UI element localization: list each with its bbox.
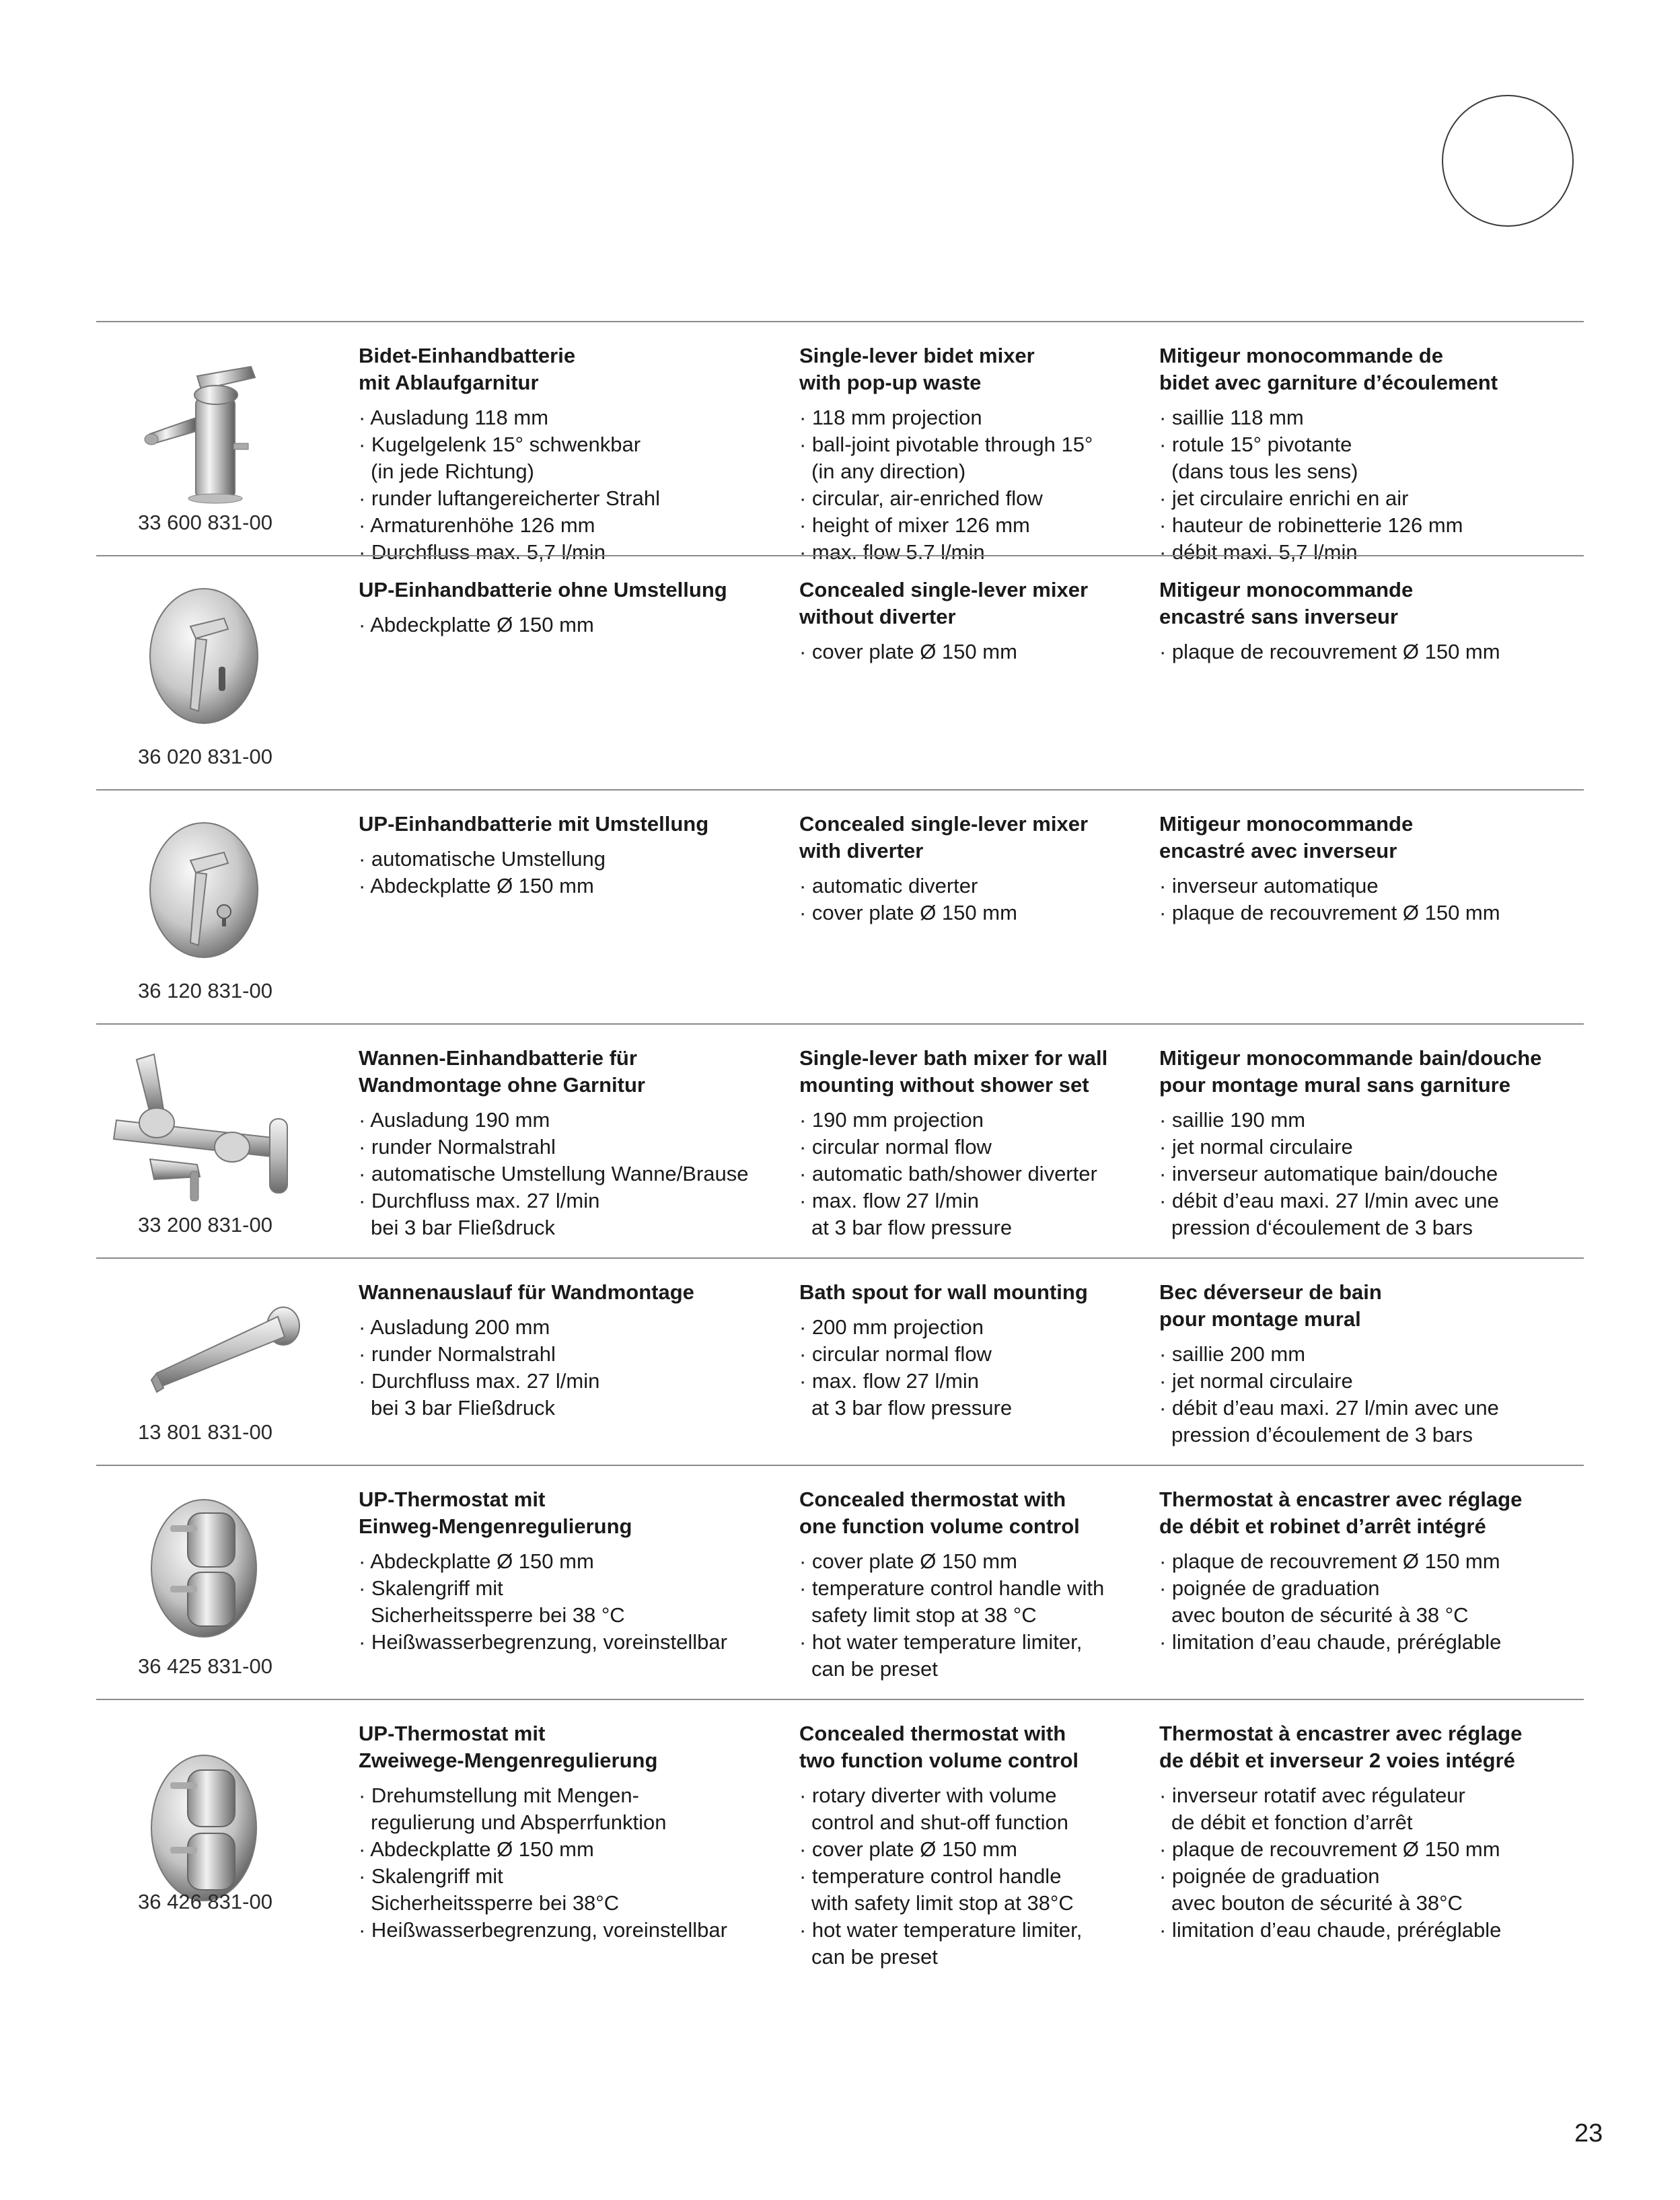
product-title-de: UP-Einhandbatterie ohne Umstellung (359, 578, 727, 601)
feature-item: · limitation d’eau chaude, préréglable (1159, 1630, 1502, 1654)
description-de (359, 1045, 789, 1241)
feature-item: · hot water temperature limiter, can be preset (799, 1918, 1083, 1969)
description-en (799, 1720, 1149, 1971)
product-title-en: Concealed thermostat with two function volume control (799, 1722, 1079, 1772)
feature-item: · Heißwasserbegrenzung, voreinstellbar (359, 1630, 727, 1654)
description-fr (1159, 1486, 1590, 1656)
product-title-en: Concealed thermostat with one function volume control (799, 1488, 1080, 1538)
description-en (799, 1279, 1149, 1422)
concealed-mixer-diverter-icon (123, 811, 285, 972)
feature-item: · runder luftangereicherter Strahl (359, 486, 661, 510)
bath-mixer-icon (89, 1045, 305, 1206)
feature-item: · circular normal flow (799, 1342, 992, 1366)
feature-item: · cover plate Ø 150 mm (799, 1549, 1017, 1573)
table-row (96, 1699, 1584, 1988)
table-row (96, 1465, 1584, 1699)
article-number: 36 426 831-00 (138, 1890, 272, 1913)
feature-item: · automatic bath/shower diverter (799, 1162, 1097, 1185)
feature-item: · temperature control handle with safety limit stop at 38°C (799, 1864, 1074, 1915)
feature-item: · débit d’eau maxi. 27 l/min avec une pression d’écoulement de 3 bars (1159, 1396, 1499, 1446)
article-number: 33 600 831-00 (138, 511, 272, 534)
description-de (359, 811, 789, 900)
table-row (96, 1023, 1584, 1257)
feature-item: · ball-joint pivotable through 15° (in any direction) (799, 433, 1093, 483)
feature-item: · Drehumstellung mit Mengen- regulierung und Absperrfunktion (359, 1784, 667, 1834)
feature-item: · Ausladung 190 mm (359, 1108, 550, 1132)
feature-item: · automatic diverter (799, 874, 978, 897)
feature-item: · plaque de recouvrement Ø 150 mm (1159, 640, 1500, 663)
feature-item: · Abdeckplatte Ø 150 mm (359, 1837, 594, 1861)
bidet-mixer-icon (123, 342, 285, 504)
product-title-de: Wannenauslauf für Wandmontage (359, 1280, 694, 1304)
description-en (799, 1486, 1149, 1683)
thermostat-one-way-icon (123, 1486, 285, 1648)
product-title-fr: Mitigeur monocommande de bidet avec garniture d’écoulement (1159, 344, 1498, 394)
feature-item: · limitation d’eau chaude, préréglable (1159, 1918, 1502, 1942)
feature-item: · cover plate Ø 150 mm (799, 640, 1017, 663)
article-number: 36 020 831-00 (138, 745, 272, 768)
feature-item: · circular normal flow (799, 1135, 992, 1159)
feature-item: · inverseur automatique bain/douche (1159, 1162, 1498, 1185)
feature-item: · cover plate Ø 150 mm (799, 1837, 1017, 1861)
feature-item: · rotule 15° pivotante (dans tous les sens) (1159, 433, 1358, 483)
feature-item: · Durchfluss max. 27 l/min bei 3 bar Fließdruck (359, 1189, 600, 1239)
feature-item: · automatische Umstellung (359, 847, 606, 871)
feature-item: · débit maxi. 5,7 l/min (1159, 540, 1358, 564)
feature-item: · saillie 118 mm (1159, 406, 1304, 429)
feature-item: · Ausladung 118 mm (359, 406, 549, 429)
description-de (359, 342, 789, 566)
article-number: 36 120 831-00 (138, 979, 272, 1002)
bath-spout-icon (116, 1279, 318, 1427)
product-image-cell (96, 322, 312, 555)
feature-item: · 118 mm projection (799, 406, 982, 429)
feature-item: · Kugelgelenk 15° schwenkbar (in jede Richtung) (359, 433, 641, 483)
description-de (359, 1279, 789, 1422)
feature-item: · circular, air-enriched flow (799, 486, 1043, 510)
description-fr (1159, 811, 1590, 926)
feature-item: · temperature control handle with safety limit stop at 38 °C (799, 1576, 1105, 1627)
feature-item: · runder Normalstrahl (359, 1342, 556, 1366)
description-fr (1159, 1045, 1590, 1241)
feature-item: · débit d’eau maxi. 27 l/min avec une pression d‘écoulement de 3 bars (1159, 1189, 1499, 1239)
feature-item: · max. flow 27 l/min at 3 bar flow pressure (799, 1369, 1013, 1420)
description-de (359, 1486, 789, 1656)
feature-item: · cover plate Ø 150 mm (799, 901, 1017, 924)
product-title-fr: Mitigeur monocommande encastré sans inverseur (1159, 578, 1414, 628)
feature-item: · Durchfluss max. 5,7 l/min (359, 540, 606, 564)
article-number: 13 801 831-00 (138, 1420, 272, 1444)
product-image-cell (96, 556, 312, 789)
feature-item: · inverseur automatique (1159, 874, 1379, 897)
product-table (96, 321, 1584, 1988)
product-title-fr: Bec déverseur de bain pour montage mural (1159, 1280, 1382, 1331)
feature-item: · inverseur rotatif avec régulateur de débit et fonction d’arrêt (1159, 1784, 1465, 1834)
feature-item: · poignée de graduation avec bouton de sécurité à 38°C (1159, 1864, 1463, 1915)
table-row (96, 321, 1584, 564)
feature-item: · jet normal circulaire (1159, 1135, 1353, 1159)
product-title-fr: Mitigeur monocommande bain/douche pour montage mural sans garniture (1159, 1046, 1542, 1097)
description-en (799, 1045, 1149, 1241)
product-image-cell (96, 1466, 312, 1699)
product-image-cell (96, 1700, 312, 1988)
product-title-de: Bidet-Einhandbatterie mit Ablaufgarnitur (359, 344, 576, 394)
feature-item: · Armaturenhöhe 126 mm (359, 513, 595, 537)
feature-item: · Ausladung 200 mm (359, 1315, 550, 1339)
feature-item: · poignée de graduation avec bouton de sécurité à 38 °C (1159, 1576, 1469, 1627)
page-number: 23 (1574, 2119, 1603, 2148)
concealed-mixer-icon (123, 577, 285, 738)
description-en (799, 577, 1149, 665)
feature-item: · saillie 200 mm (1159, 1342, 1306, 1366)
article-number: 33 200 831-00 (138, 1213, 272, 1237)
feature-item: · Heißwasserbegrenzung, voreinstellbar (359, 1918, 727, 1942)
table-row (96, 789, 1584, 1023)
feature-item: · hot water temperature limiter, can be preset (799, 1630, 1083, 1681)
description-fr (1159, 1720, 1590, 1944)
product-title-en: Concealed single-lever mixer without diverter (799, 578, 1089, 628)
product-image-cell (96, 791, 312, 1023)
product-image-cell (96, 1259, 312, 1465)
description-fr (1159, 342, 1590, 566)
feature-item: · Durchfluss max. 27 l/min bei 3 bar Fließdruck (359, 1369, 600, 1420)
product-title-fr: Mitigeur monocommande encastré avec inverseur (1159, 812, 1414, 863)
description-en (799, 342, 1149, 566)
feature-item: · plaque de recouvrement Ø 150 mm (1159, 1549, 1500, 1573)
feature-item: · Abdeckplatte Ø 150 mm (359, 613, 594, 636)
product-title-de: UP-Thermostat mit Einweg-Mengenregulierung (359, 1488, 632, 1538)
feature-item: · Abdeckplatte Ø 150 mm (359, 874, 594, 897)
description-fr (1159, 577, 1590, 665)
feature-item: · 200 mm projection (799, 1315, 984, 1339)
article-number: 36 425 831-00 (138, 1654, 272, 1678)
feature-item: · jet circulaire enrichi en air (1159, 486, 1409, 510)
feature-item: · runder Normalstrahl (359, 1135, 556, 1159)
description-fr (1159, 1279, 1590, 1449)
thermostat-two-way-icon (123, 1740, 285, 1915)
feature-item: · automatische Umstellung Wanne/Brause (359, 1162, 749, 1185)
feature-item: · plaque de recouvrement Ø 150 mm (1159, 901, 1500, 924)
feature-item: · saillie 190 mm (1159, 1108, 1306, 1132)
product-title-de: Wannen-Einhandbatterie für Wandmontage ohne Garnitur (359, 1046, 645, 1097)
description-en (799, 811, 1149, 926)
product-title-en: Bath spout for wall mounting (799, 1280, 1088, 1304)
description-de (359, 1720, 789, 1944)
feature-item: · 190 mm projection (799, 1108, 984, 1132)
table-row (96, 1257, 1584, 1465)
product-title-en: Single-lever bidet mixer with pop-up waste (799, 344, 1035, 394)
feature-item: · height of mixer 126 mm (799, 513, 1030, 537)
feature-item: · max. flow 5.7 l/min (799, 540, 985, 564)
product-title-de: UP-Thermostat mit Zweiwege-Mengenregulierung (359, 1722, 658, 1772)
table-row (96, 555, 1584, 789)
feature-item: · plaque de recouvrement Ø 150 mm (1159, 1837, 1500, 1861)
feature-item: · jet normal circulaire (1159, 1369, 1353, 1393)
description-de (359, 577, 789, 638)
feature-item: · Abdeckplatte Ø 150 mm (359, 1549, 594, 1573)
product-title-en: Concealed single-lever mixer with diverter (799, 812, 1089, 863)
product-title-fr: Thermostat à encastrer avec réglage de débit et inverseur 2 voies intégré (1159, 1722, 1523, 1772)
corner-circle-decoration (1442, 95, 1574, 227)
product-image-cell (96, 1025, 312, 1257)
feature-item: · rotary diverter with volume control and shut-off function (799, 1784, 1069, 1834)
product-title-de: UP-Einhandbatterie mit Umstellung (359, 812, 709, 836)
feature-item: · Skalengriff mit Sicherheitssperre bei 38°C (359, 1864, 620, 1915)
product-title-en: Single-lever bath mixer for wall mounting without shower set (799, 1046, 1108, 1097)
product-title-fr: Thermostat à encastrer avec réglage de débit et robinet d’arrêt intégré (1159, 1488, 1523, 1538)
feature-item: · max. flow 27 l/min at 3 bar flow pressure (799, 1189, 1013, 1239)
feature-item: · hauteur de robinetterie 126 mm (1159, 513, 1463, 537)
feature-item: · Skalengriff mit Sicherheitssperre bei 38 °C (359, 1576, 625, 1627)
